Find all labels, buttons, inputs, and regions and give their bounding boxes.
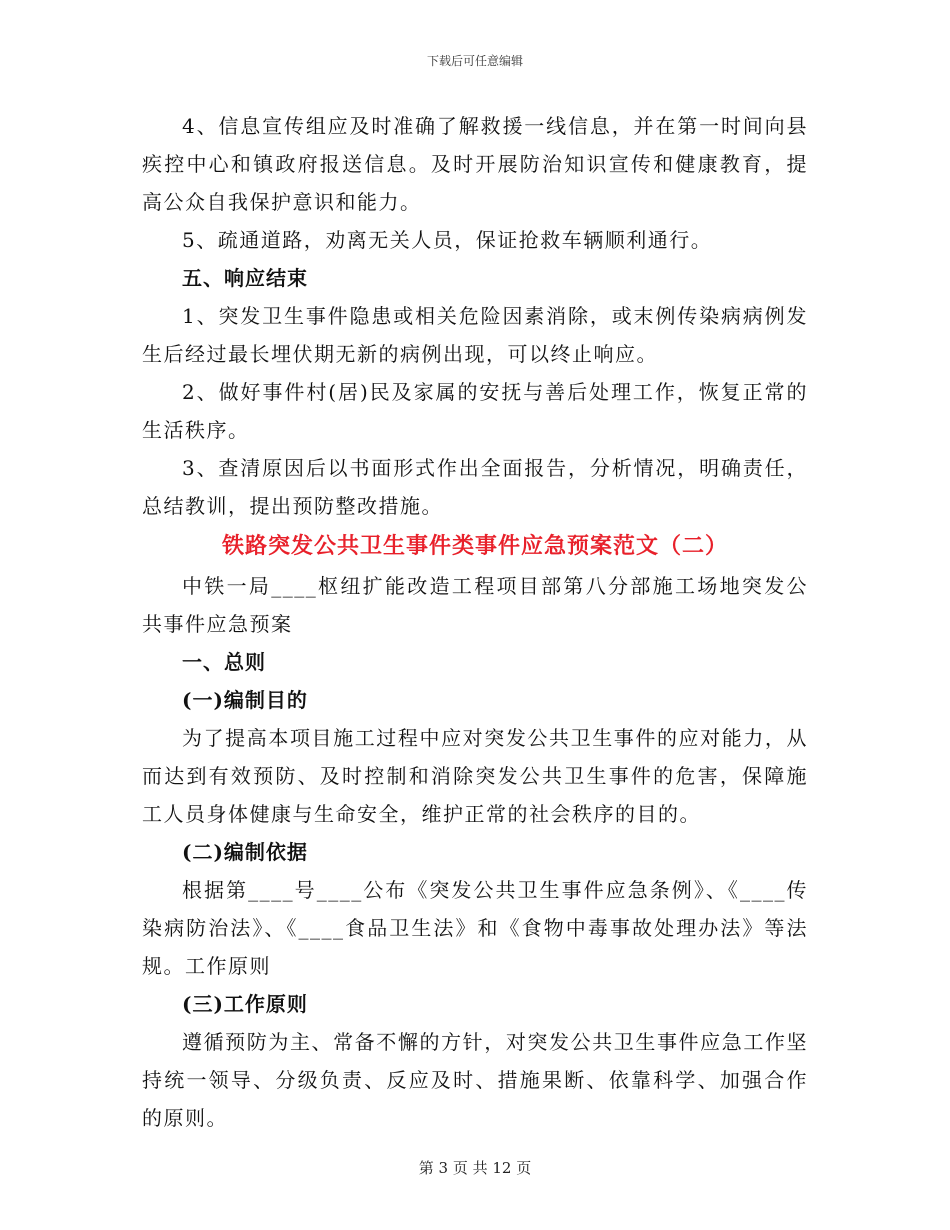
section-heading-general: 一、总则: [182, 650, 266, 674]
page-footer: 第 3 页 共 12 页: [418, 1159, 532, 1177]
paragraph-item-5: 5、疏通道路，劝离无关人员，保证抢救车辆顺利通行。: [182, 228, 713, 252]
document-body: [142, 107, 808, 1137]
section-heading-response-end: 五、响应结束: [182, 266, 308, 290]
page-header: 下载后可任意编辑: [426, 54, 523, 68]
paragraph-end-item-3: 3、查清原因后以书面形式作出全面报告，分析情况，明确责任，总结教训，提出预防整改措施。: [142, 456, 808, 518]
document-title: 铁路突发公共卫生事件类事件应急预案范文（二）: [221, 533, 728, 559]
subheading-principles: (三)工作原则: [182, 992, 308, 1016]
subheading-purpose: (一)编制目的: [182, 688, 308, 712]
paragraph-principles: 遵循预防为主、常备不懈的方针，对突发公共卫生事件应急工作坚持统一领导、分级负责、反应及时、措施果断、依靠科学、加强合作的原则。: [142, 1030, 808, 1130]
paragraph-purpose: 为了提高本项目施工过程中应对突发公共卫生事件的应对能力，从而达到有效预防、及时控制和消除突发公共卫生事件的危害，保障施工人员身体健康与生命安全，维护正常的社会秩序的目的。: [142, 726, 808, 826]
paragraph-plan-name: 中铁一局____枢纽扩能改造工程项目部第八分部施工场地突发公共事件应急预案: [142, 574, 808, 636]
paragraph-item-4: 4、信息宣传组应及时准确了解救援一线信息，并在第一时间向县疾控中心和镇政府报送信息。及时开展防治知识宣传和健康教育，提高公众自我保护意识和能力。: [142, 114, 808, 214]
paragraph-basis: 根据第____号____公布《突发公共卫生事件应急条例》、《____传染病防治法》、《____食品卫生法》和《食物中毒事故处理办法》等法规。工作原则: [142, 878, 808, 978]
paragraph-end-item-1: 1、突发卫生事件隐患或相关危险因素消除，或末例传染病病例发生后经过最长埋伏期无新的病例出现，可以终止响应。: [142, 304, 808, 366]
subheading-basis: (二)编制依据: [182, 840, 308, 864]
paragraph-end-item-2: 2、做好事件村(居)民及家属的安抚与善后处理工作，恢复正常的生活秩序。: [142, 380, 808, 442]
